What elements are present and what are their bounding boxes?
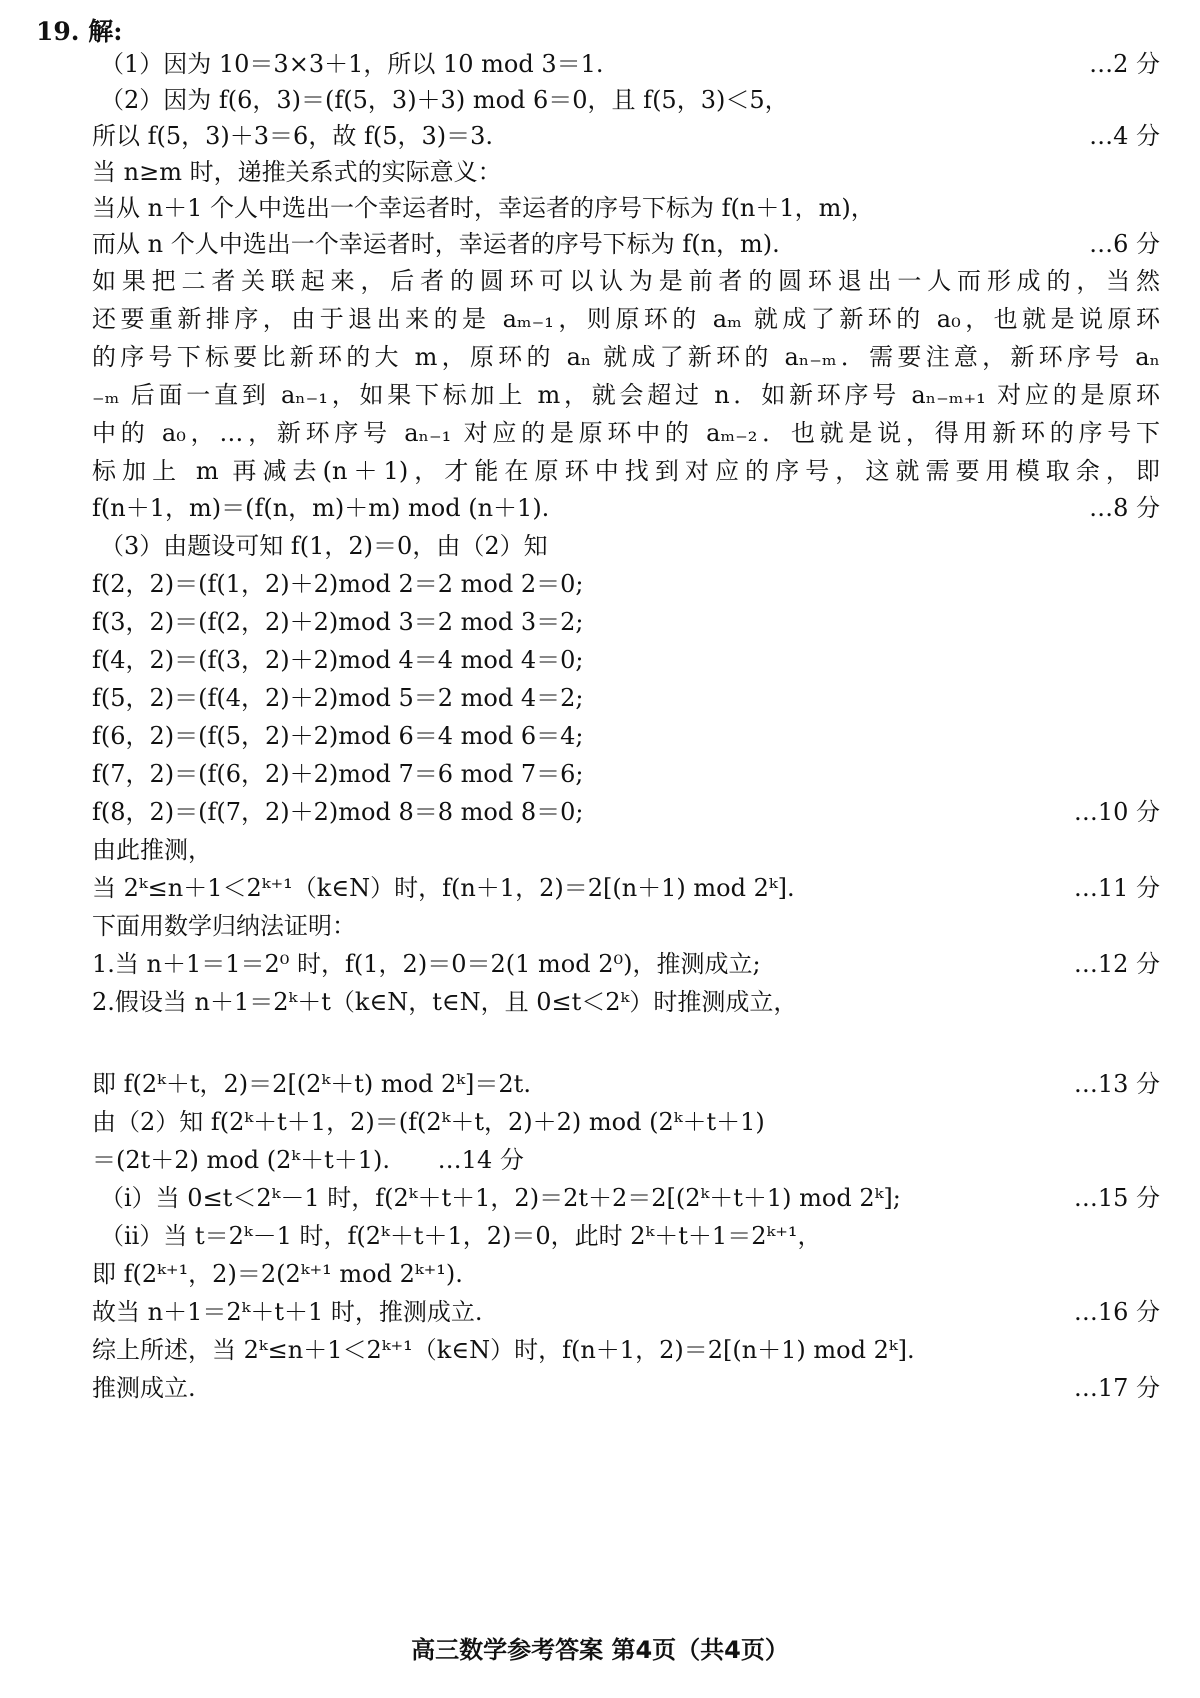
line-text: ＝(2t＋2) mod (2ᵏ＋t＋1).: [92, 1146, 391, 1174]
score-mark: …10 分: [1073, 798, 1160, 826]
line-text: 即 f(2ᵏ＋t，2)＝2[(2ᵏ＋t) mod 2ᵏ]＝2t.: [92, 1070, 531, 1098]
line-text: f(4，2)＝(f(3，2)＋2)mod 4＝4 mod 4＝0;: [92, 646, 584, 674]
line-text: 当 n≥m 时，递推关系式的实际意义：: [92, 158, 502, 186]
line-text: 当从 n＋1 个人中选出一个幸运者时，幸运者的序号下标为 f(n＋1，m)，: [92, 194, 875, 222]
answer-line: [92, 1332, 1160, 1368]
line-text: 由（2）知 f(2ᵏ＋t＋1，2)＝(f(2ᵏ＋t，2)＋2) mod (2ᵏ＋t＋1): [92, 1108, 765, 1136]
answer-line: [92, 154, 1160, 190]
score-mark: …13 分: [1073, 1070, 1160, 1098]
score-mark: …4 分: [1089, 122, 1160, 150]
line-text: f(3，2)＝(f(2，2)＋2)mod 3＝2 mod 3＝2;: [92, 608, 584, 636]
answer-line: [100, 46, 1160, 82]
line-text: f(5，2)＝(f(4，2)＋2)mod 5＝2 mod 4＝2;: [92, 684, 584, 712]
answer-line: [100, 528, 1160, 564]
line-text: （1）因为 10＝3×3＋1，所以 10 mod 3＝1.: [100, 50, 604, 78]
line-text: 2.假设当 n＋1＝2ᵏ＋t（k∈N，t∈N，且 0≤t＜2ᵏ）时推测成立，: [92, 988, 798, 1016]
line-text: f(n＋1，m)＝(f(n，m)＋m) mod (n＋1).: [92, 494, 550, 522]
paragraph-line: 标加上 m 再减去(n＋1)，才能在原环中找到对应的序号，这就需要用模取余，即: [92, 457, 1160, 485]
line-text: （ii）当 t＝2ᵏ－1 时，f(2ᵏ＋t＋1，2)＝0，此时 2ᵏ＋t＋1＝2ᵏ⁺¹，: [100, 1222, 822, 1250]
line-text: 推测成立.: [92, 1374, 196, 1402]
answer-line: [92, 1294, 1160, 1330]
line-text: f(7，2)＝(f(6，2)＋2)mod 7＝6 mod 7＝6;: [92, 760, 584, 788]
answer-line: [92, 870, 1160, 906]
score-mark: …15 分: [1073, 1184, 1160, 1212]
line-text: f(2，2)＝(f(1，2)＋2)mod 2＝2 mod 2＝0;: [92, 570, 584, 598]
answer-line: [92, 490, 1160, 526]
line-text: 当 2ᵏ≤n＋1＜2ᵏ⁺¹（k∈N）时，f(n＋1，2)＝2[(n＋1) mod 2ᵏ].: [92, 874, 795, 902]
score-mark: …12 分: [1073, 950, 1160, 978]
answer-line: [92, 118, 1160, 154]
answer-line: [92, 566, 1160, 602]
answer-line: [92, 1256, 1160, 1292]
answer-line: [92, 1370, 1160, 1406]
paragraph-line: 还要重新排序，由于退出来的是 aₘ₋₁，则原环的 aₘ 就成了新环的 a₀，也就是说原环: [92, 305, 1160, 333]
answer-line: [92, 756, 1160, 792]
score-mark: …17 分: [1073, 1374, 1160, 1402]
answer-line: [92, 946, 1160, 982]
line-text: f(8，2)＝(f(7，2)＋2)mod 8＝8 mod 8＝0;: [92, 798, 584, 826]
paragraph-line: ₋ₘ 后面一直到 aₙ₋₁，如果下标加上 m，就会超过 n．如新环序号 aₙ₋ₘ₊₁ 对应的是原环: [92, 381, 1160, 409]
line-text: 即 f(2ᵏ⁺¹，2)＝2(2ᵏ⁺¹ mod 2ᵏ⁺¹).: [92, 1260, 463, 1288]
line-text: 由此推测，: [92, 836, 212, 864]
answer-line: [92, 1104, 1160, 1140]
paragraph-line: 的序号下标要比新环的大 m，原环的 aₙ 就成了新环的 aₙ₋ₘ．需要注意，新环序号 aₙ: [92, 343, 1160, 371]
line-text: 1.当 n＋1＝1＝2⁰ 时，f(1，2)＝0＝2(1 mod 2⁰)，推测成立;: [92, 950, 761, 978]
score-mark: …11 分: [1073, 874, 1160, 902]
paragraph-line: 中的 a₀，…，新环序号 aₙ₋₁ 对应的是原环中的 aₘ₋₂．也就是说，得用新环的序号下: [92, 419, 1160, 447]
score-mark: …6 分: [1089, 230, 1160, 258]
answer-line: [92, 1142, 1160, 1178]
answer-line: [100, 82, 1160, 118]
answer-line: [92, 832, 1160, 868]
question-number: 19. 解:: [36, 17, 123, 46]
score-mark: …14 分: [437, 1146, 524, 1174]
line-text: （2）因为 f(6，3)＝(f(5，3)＋3) mod 6＝0，且 f(5，3)＜5，: [100, 86, 789, 114]
answer-line: [100, 1180, 1160, 1216]
answer-line: [92, 794, 1160, 830]
score-mark: …2 分: [1089, 50, 1160, 78]
line-text: （3）由题设可知 f(1，2)＝0，由（2）知: [100, 532, 548, 560]
answer-line: [92, 1066, 1160, 1102]
line-text: 综上所述，当 2ᵏ≤n＋1＜2ᵏ⁺¹（k∈N）时，f(n＋1，2)＝2[(n＋1) mod 2ᵏ].: [92, 1336, 915, 1364]
answer-line: [100, 1218, 1160, 1254]
page-footer: 高三数学参考答案 第4页（共4页）: [411, 1636, 789, 1664]
line-text: 故当 n＋1＝2ᵏ＋t＋1 时，推测成立.: [92, 1298, 483, 1326]
answer-line: [92, 718, 1160, 754]
answer-line: [92, 226, 1160, 262]
line-text: 所以 f(5，3)＋3＝6，故 f(5，3)＝3.: [92, 122, 493, 150]
answer-line: [92, 190, 1160, 226]
paragraph-line: 如果把二者关联起来，后者的圆环可以认为是前者的圆环退出一人而形成的，当然: [92, 267, 1160, 295]
line-text: 下面用数学归纳法证明：: [92, 912, 356, 940]
answer-line: [92, 680, 1160, 716]
line-text: （i）当 0≤t＜2ᵏ－1 时，f(2ᵏ＋t＋1，2)＝2t＋2＝2[(2ᵏ＋t＋1) mod 2ᵏ];: [100, 1184, 901, 1212]
answer-line: [92, 984, 1160, 1020]
answer-line: [92, 604, 1160, 640]
line-text: 而从 n 个人中选出一个幸运者时，幸运者的序号下标为 f(n，m).: [92, 230, 780, 258]
answer-line: [92, 642, 1160, 678]
score-mark: …8 分: [1089, 494, 1160, 522]
line-text: f(6，2)＝(f(5，2)＋2)mod 6＝4 mod 6＝4;: [92, 722, 584, 750]
score-mark: …16 分: [1073, 1298, 1160, 1326]
answer-line: [92, 908, 1160, 944]
